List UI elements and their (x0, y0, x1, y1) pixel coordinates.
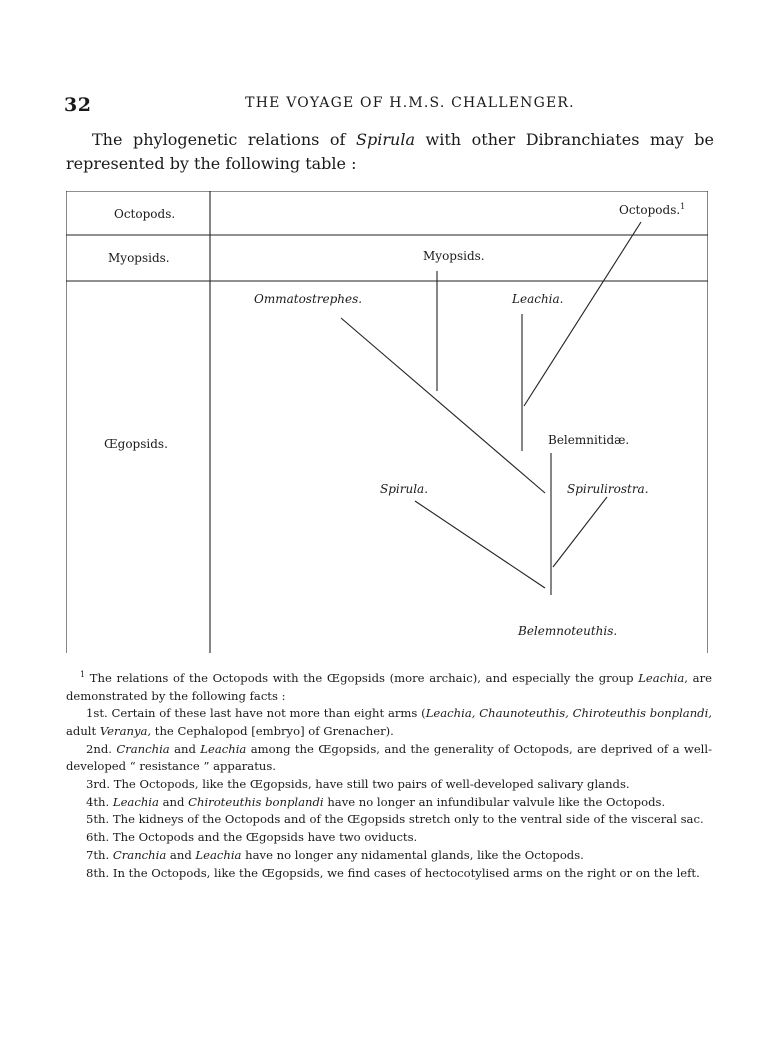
row-label-oegopsids: Œgopsids. (104, 437, 168, 451)
taxon-belemnitidae: Belemnitidæ. (548, 433, 630, 447)
taxon-belemnoteuthis: Belemnoteuthis. (518, 624, 618, 638)
intro-text-before: The phylogenetic relations of (92, 130, 357, 149)
taxon-octopods: Octopods.$^1$ (619, 202, 686, 217)
taxon-leachia: Leachia. (512, 292, 564, 306)
footnote-fact-5: 5th. The kidneys of the Octopods and of the Œgopsids stretch only to the ventral side of the visceral sac. (86, 812, 704, 827)
row-label-myopsids: Myopsids. (108, 251, 170, 265)
taxon-ommatostrephes: Ommatostrephes. (254, 292, 363, 306)
footnote-fact-2: 2nd. Cranchia and Leachia among the Œgopsids, and the generality of Octopods, are deprived of a well-developed “ resistance ” apparatus. (66, 741, 713, 774)
taxon-spirulirostra: Spirulirostra. (567, 482, 649, 496)
footnote-lead: $^1$ The relations of the Octopods with the Œgopsids (more archaic), and especially the group Leachia, are demonstrated by the following facts : (66, 670, 712, 703)
intro-text-after: with other Dibranchiates may be represented by the following table : (66, 130, 714, 173)
footnote-marker: 1 (80, 670, 86, 679)
footnote-fact-8: 8th. In the Octopods, like the Œgopsids, we find cases of hectocotylised arms on the right or on the left. (86, 865, 700, 880)
branch-ommatostrephes (341, 318, 545, 493)
row-label-octopods: Octopods. (114, 207, 176, 221)
taxon-myopsids: Myopsids. (423, 249, 485, 263)
footnote-fact-1: 1st. Certain of these last have not more than eight arms (Leachia, Chaunoteuthis, Chiroteuthis bonplandi, adult Veranya, the Cephalopod [embryo] of Grenacher). (66, 706, 712, 738)
footnote-fact-6: 6th. The Octopods and the Œgopsids have two oviducts. (86, 830, 418, 845)
footnote-ref: 1 (680, 202, 686, 211)
branch-spirulirostra (553, 497, 607, 567)
footnote-fact-4: 4th. Leachia and Chiroteuthis bonplandi have no longer an infundibular valvule like the Octopods. (86, 794, 666, 809)
taxon-spirula: Spirula. (380, 482, 429, 496)
phylogenetic-table (66, 191, 708, 653)
page-number: 32 (64, 94, 92, 116)
footnote-fact-3: 3rd. The Octopods, like the Œgopsids, have still two pairs of well-developed salivary glands. (86, 777, 630, 792)
intro-paragraph (66, 128, 714, 176)
intro-genus: Spirula (356, 130, 415, 149)
running-title: THE VOYAGE OF H.M.S. CHALLENGER. (245, 95, 575, 111)
branch-octopods (524, 222, 641, 406)
branch-spirula (415, 501, 545, 588)
footnote-fact-7: 7th. Cranchia and Leachia have no longer any nidamental glands, like the Octopods. (86, 847, 584, 862)
footnote (66, 666, 712, 882)
